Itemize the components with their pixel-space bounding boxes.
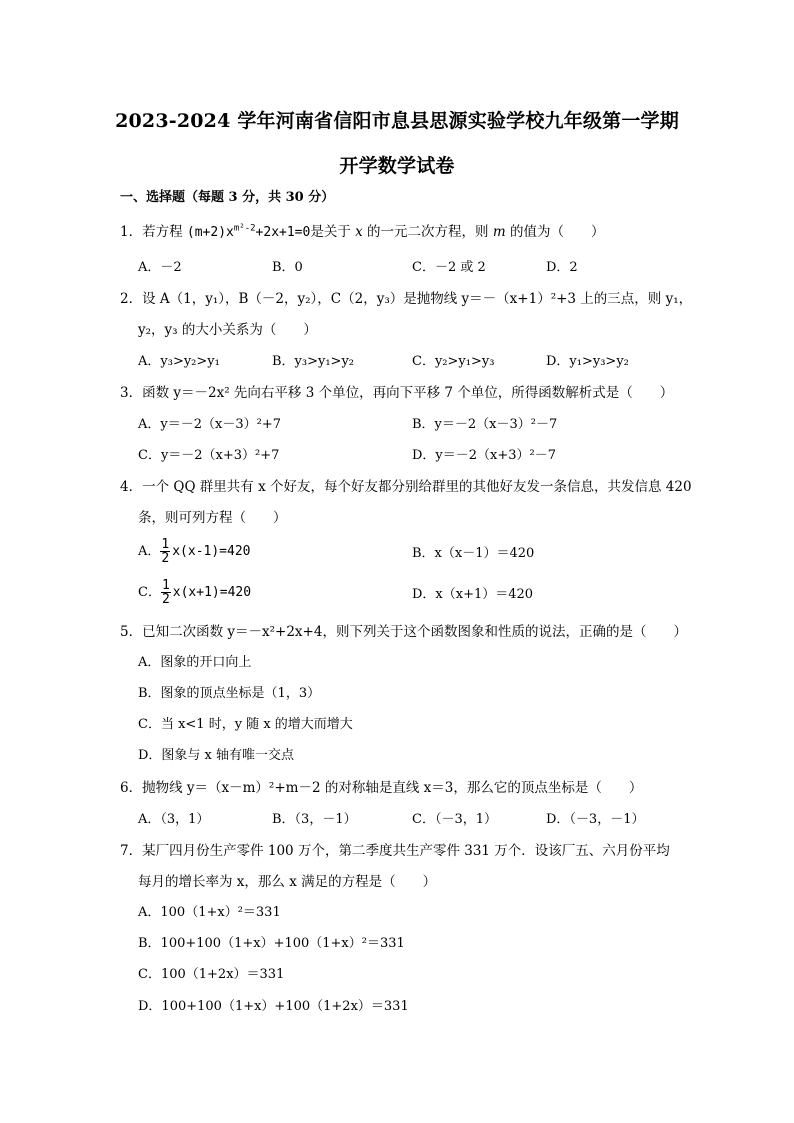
q2-option-d[interactable]: D．y₁>y₃>y₂ — [546, 354, 629, 369]
q5-option-d[interactable]: D．图象与 x 轴有唯一交点 — [138, 748, 295, 763]
question-6-stem: 6．抛物线 y＝（x－m）²+m－2 的对称轴是直线 x＝3，那么它的顶点坐标是（ ） — [120, 780, 643, 796]
question-4-line2: 条，则可列方程（ ） — [138, 510, 287, 526]
question-7-line2: 每月的增长率为 x，那么 x 满足的方程是（ ） — [138, 874, 437, 890]
q1-option-c[interactable]: C．－2 或 2 — [412, 260, 486, 275]
q7-option-b[interactable]: B．100+100（1+x）+100（1+x）²＝331 — [138, 936, 405, 951]
page-title-line1: 2023-2024 学年河南省信阳市息县思源实验学校九年级第一学期 — [115, 110, 679, 132]
q3-option-a[interactable]: A．y＝－2（x－3）²+7 — [138, 417, 281, 432]
q1-option-a[interactable]: A．－2 — [138, 260, 182, 275]
q4-option-d[interactable]: D．x（x+1）＝420 — [412, 587, 534, 602]
question-3-stem: 3．函数 y＝－2x² 先向右平移 3 个单位，再向下平移 7 个单位，所得函数解析式是（ ） — [120, 385, 674, 401]
q4-option-c[interactable]: C． $\frac{1}{2}$ x(x+1)=420 — [138, 578, 252, 607]
fraction: $\frac{1}{2}$ — [161, 578, 170, 607]
q7-option-c[interactable]: C．100（1+2x）＝331 — [138, 967, 285, 982]
question-number: 1． — [120, 224, 143, 240]
section-heading: 一、选择题（每题 3 分，共 30 分） — [120, 190, 335, 205]
q3-option-b[interactable]: B．y＝－2（x－3）²－7 — [412, 417, 558, 432]
q5-option-b[interactable]: B．图象的顶点坐标是（1，3） — [138, 686, 321, 701]
q1-option-b[interactable]: B．0 — [272, 260, 303, 275]
question-2-line2: y₂，y₃ 的大小关系为（ ） — [138, 322, 317, 338]
q1-option-d[interactable]: D．2 — [546, 260, 578, 275]
q5-option-a[interactable]: A．图象的开口向上 — [138, 655, 252, 670]
question-5-stem: 5．已知二次函数 y＝－x²+2x+4，则下列关于这个函数图象和性质的说法，正确的是（ ） — [120, 624, 687, 640]
q3-option-d[interactable]: D．y＝－2（x+3）²－7 — [412, 448, 557, 463]
q7-option-d[interactable]: D．100+100（1+x）+100（1+2x）＝331 — [138, 999, 409, 1014]
q5-option-c[interactable]: C．当 x<1 时，y 随 x 的增大而增大 — [138, 717, 353, 732]
question-2-line1: 2．设 A（1，y₁），B（－2，y₂），C（2，y₃）是抛物线 y＝－（x+1）²+3 上的三点，则 y₁， — [120, 291, 693, 307]
question-4-line1: 4．一个 QQ 群里共有 x 个好友，每个好友都分别给群里的其他好友发一条信息，共发信息 420 — [120, 479, 692, 495]
equation: $(m+2)x^{m^2-2}+2x+1=0$ — [186, 223, 311, 240]
fraction: $\frac{1}{2}$ — [161, 537, 170, 566]
q2-option-a[interactable]: A．y₃>y₂>y₁ — [138, 354, 220, 369]
page-title-line2: 开学数学试卷 — [339, 155, 455, 177]
q6-option-c[interactable]: C．（－3，1） — [412, 812, 497, 827]
q2-option-b[interactable]: B．y₃>y₁>y₂ — [272, 354, 355, 369]
q2-option-c[interactable]: C．y₂>y₁>y₃ — [412, 354, 495, 369]
q6-option-b[interactable]: B．（3，－1） — [272, 812, 357, 827]
q4-option-b[interactable]: B．x（x－1）＝420 — [412, 546, 535, 561]
q7-option-a[interactable]: A．100（1+x）²＝331 — [138, 905, 281, 920]
q6-option-a[interactable]: A．（3，1） — [138, 812, 210, 827]
question-text: 若方程 — [142, 224, 183, 240]
q4-option-a[interactable]: A． $\frac{1}{2}$ x(x-1)=420 — [138, 537, 251, 566]
exponent: m²-2 — [233, 223, 256, 234]
q3-option-c[interactable]: C．y＝－2（x+3）²+7 — [138, 448, 280, 463]
question-1-stem: 1．若方程 $(m+2)x^{m^2-2}+2x+1=0$是关于 x 的一元二次方程，则 m 的值为（ ） — [120, 223, 605, 240]
q6-option-d[interactable]: D．（－3，－1） — [546, 812, 645, 827]
question-7-line1: 7．某厂四月份生产零件 100 万个，第二季度共生产零件 331 万个．设该厂五、六月份平均 — [120, 843, 670, 859]
